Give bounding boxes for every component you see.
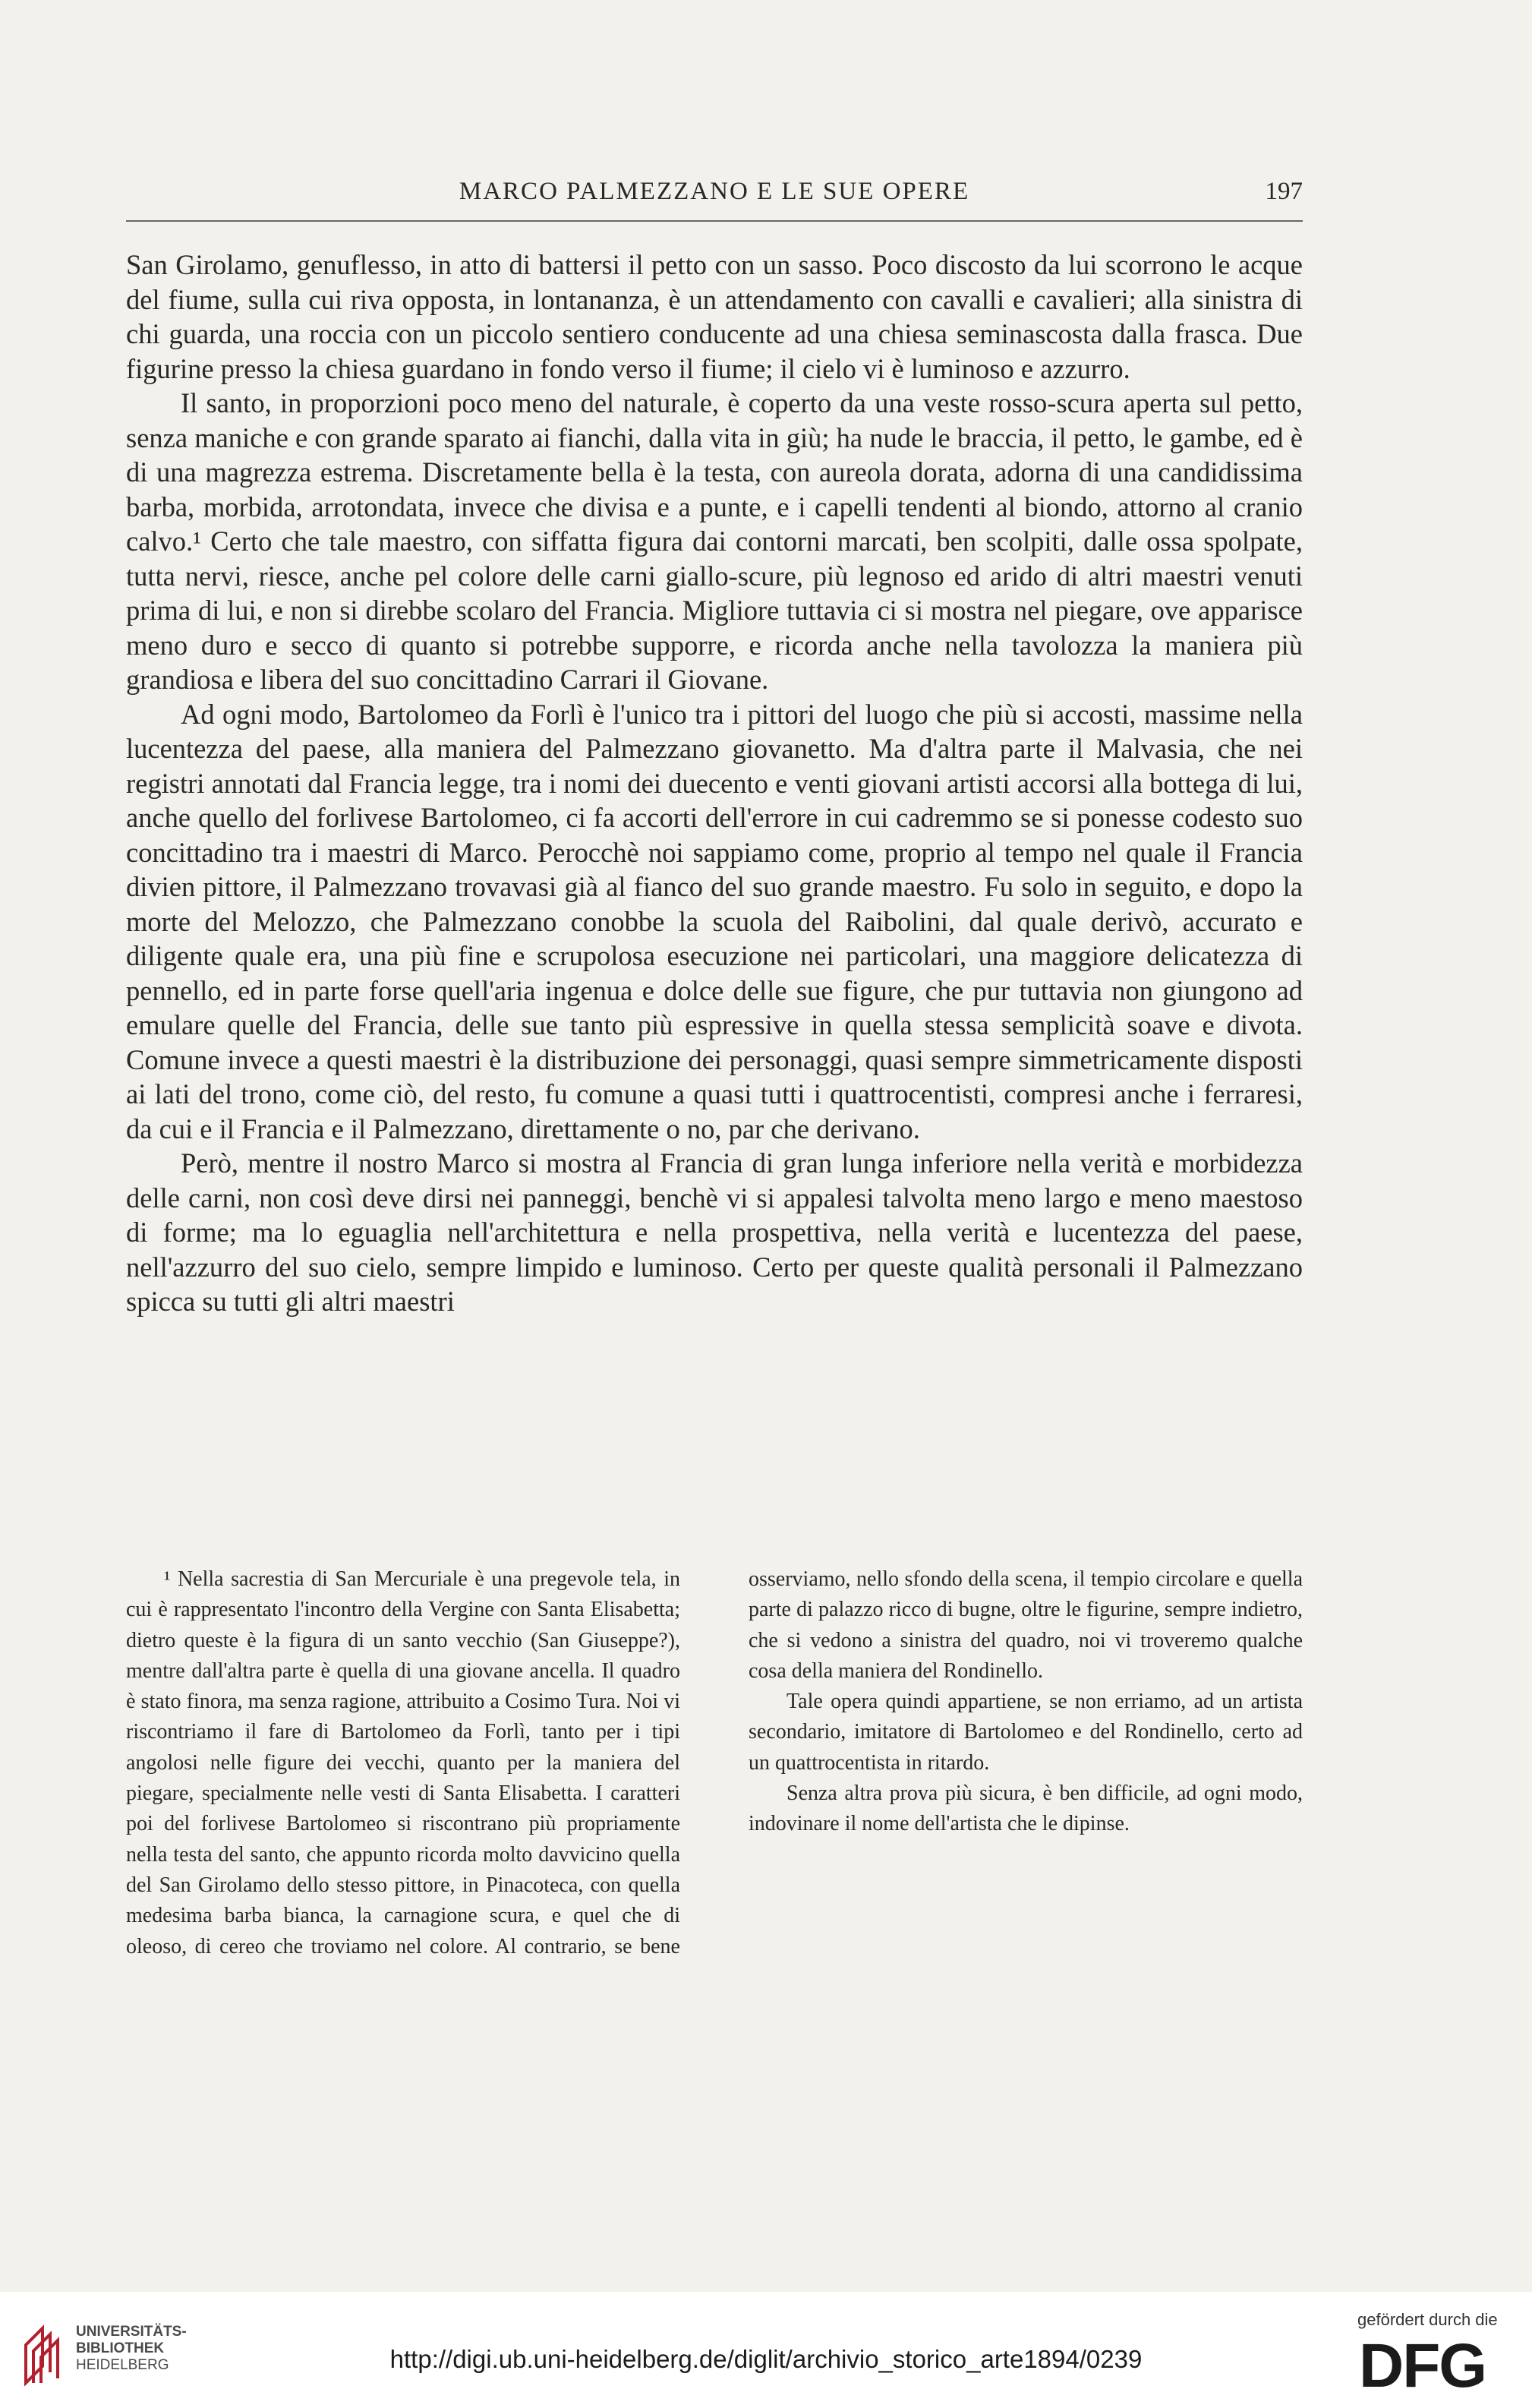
page-header — [126, 178, 1303, 222]
paragraph: Però, mentre il nostro Marco si mostra al Francia di gran lunga inferiore nella verità e morbidezza delle carni, non così deve dirsi nei panneggi, benchè vi si appalesi talvolta meno largo e meno maestoso di forme; ma lo eguaglia nell'architettura e nella prospettiva, nella verità e lucentezza del paese, nell'azzurro del suo cielo, sempre limpido e luminoso. Certo per queste qualità personali il Palmezzano spicca su tutti gli altri maestri — [126, 1147, 1303, 1317]
footer-bar — [0, 2292, 1532, 2408]
footnote: Tale opera quindi appartiene, se non erriamo, ad un artista secondario, imitatore di Bartolomeo e del Rondinello, certo ad un quattrocentista in ritardo. — [749, 1690, 1303, 1775]
library-name-line: UNIVERSITÄTS- — [76, 2324, 187, 2340]
body-text — [126, 248, 1303, 1319]
permalink-url[interactable]: http://digi.ub.uni-heidelberg.de/diglit/archivio_storico_arte1894/0239 — [389, 2345, 1143, 2373]
funded-by-label: gefördert durch die — [1357, 2310, 1498, 2329]
running-title: MARCO PALMEZZANO E LE SUE OPERE — [459, 178, 970, 205]
library-name-line: HEIDELBERG — [76, 2357, 169, 2373]
dfg-logo: DFG — [1359, 2331, 1486, 2400]
footnote: ¹ Nella sacrestia di San Mercuriale è una pregevole tela, in cui è rappresentato l'incontro della Vergine con Santa Elisabetta; dietro queste è la figura di un santo vecchio (San Giuseppe?), mentre dall'altra parte è quella di una giovane ancella. Il quadro è stato finora, ma senza ragione, attribuito a Cosimo Tura. Noi vi riscontriamo il fare di Bartolomeo da Forlì, tanto per i tipi angolosi nelle figure dei vecchi, quanto per la maniera del piegare, specialmente nelle vesti di Santa Elisabetta. I caratteri poi del forlivese Bartolomeo si riscontrano più propriamente nella testa del santo, che appunto ricorda molto davvicino quella del San Girolamo dello stesso pittore, in Pinacoteca, con quella medesima barba bianca, la carnagione scura, e quel che di oleoso, di cereo che troviamo nel colore. Al contrario, se bene osserviamo, nello sfondo della scena, il tempio circolare e quella parte di palazzo ricco di bugne, oltre le figurine, sempre indietro, che si vedono a sinistra del quadro, noi vi troveremo qualche cosa della maniera del Rondinello. — [126, 1567, 1303, 1958]
footnotes — [126, 1564, 1303, 1990]
footnote: Senza altra prova più sicura, è ben difficile, ad ogni modo, indovinare il nome dell'artista che le dipinse. — [749, 1782, 1303, 1836]
paragraph: Ad ogni modo, Bartolomeo da Forlì è l'unico tra i pittori del luogo che più si accosti, massime nella lucentezza del paese, alla maniera del Palmezzano giovanetto. Ma d'altra parte il Malvasia, che nei registri annotati dal Francia legge, tra i nomi dei duecento e venti giovani artisti accorsi alla bottega di lui, anche quello del forlivese Bartolomeo, ci fa accorti dell'errore in cui cadremmo se si ponesse codesto suo concittadino tra i maestri di Marco. Perocchè noi sappiamo come, proprio al tempo nel quale il Francia divien pittore, il Palmezzano trovavasi già al fianco del suo grande maestro. Fu solo in seguito, e dopo la morte del Melozzo, che Palmezzano conobbe la scuola del Raibolini, dal quale derivò, accurato e diligente quale era, una più fine e scrupolosa esecuzione nei particolari, una maggiore delicatezza di pennello, ed in parte forse quell'aria ingenua e dolce delle sue figure, che pur tuttavia non giungono ad emulare quelle del Francia, delle sue tanto più espressive in quella stessa semplicità soave e divota. Comune invece a questi maestri è la distribuzione dei personaggi, quasi sempre simmetricamente disposti ai lati del trono, come ciò, del resto, fu comune a quasi tutti i quattrocentisti, compresi anche i ferraresi, da cui e il Francia e il Palmezzano, direttamente o no, par che derivano. — [126, 698, 1303, 1144]
paragraph: San Girolamo, genuflesso, in atto di battersi il petto con un sasso. Poco discosto da lui scorrono le acque del fiume, sulla cui riva opposta, in lontananza, è un attendamento con cavalli e cavalieri; alla sinistra di chi guarda, una roccia con un piccolo sentiero conducente ad una chiesa seminascosta dalla frasca. Due figurine presso la chiesa guardano in fondo verso il fiume; il cielo vi è luminoso e azzurro. — [126, 249, 1303, 384]
page-number: 197 — [1265, 178, 1303, 205]
library-name-line: BIBLIOTHEK — [76, 2340, 165, 2356]
paragraph: Il santo, in proporzioni poco meno del naturale, è coperto da una veste rosso-scura aperta sul petto, senza maniche e con grande sparato ai fianchi, dalla vita in giù; ha nude le braccia, il petto, le gambe, ed è di una magrezza estrema. Discretamente bella è la testa, con aureola dorata, adorna di una candidissima barba, morbida, arrotondata, invece che divisa e a punte, e i capelli tendenti al biondo, attorno al cranio calvo.¹ Certo che tale maestro, con siffatta figura dai contorni marcati, ben scolpiti, dalle ossa spolpate, tutta nervi, riesce, anche pel colore delle carni giallo-scure, più legnoso ed arido di altri maestri venuti prima di lui, e non si direbbe scolaro del Francia. Migliore tuttavia ci si mostra nel piegare, ove apparisce meno duro e secco di quanto si potrebbe supporre, e ricorda anche nella tavolozza la maniera più grandiosa e libera del suo concittadino Carrari il Giovane. — [126, 387, 1303, 695]
